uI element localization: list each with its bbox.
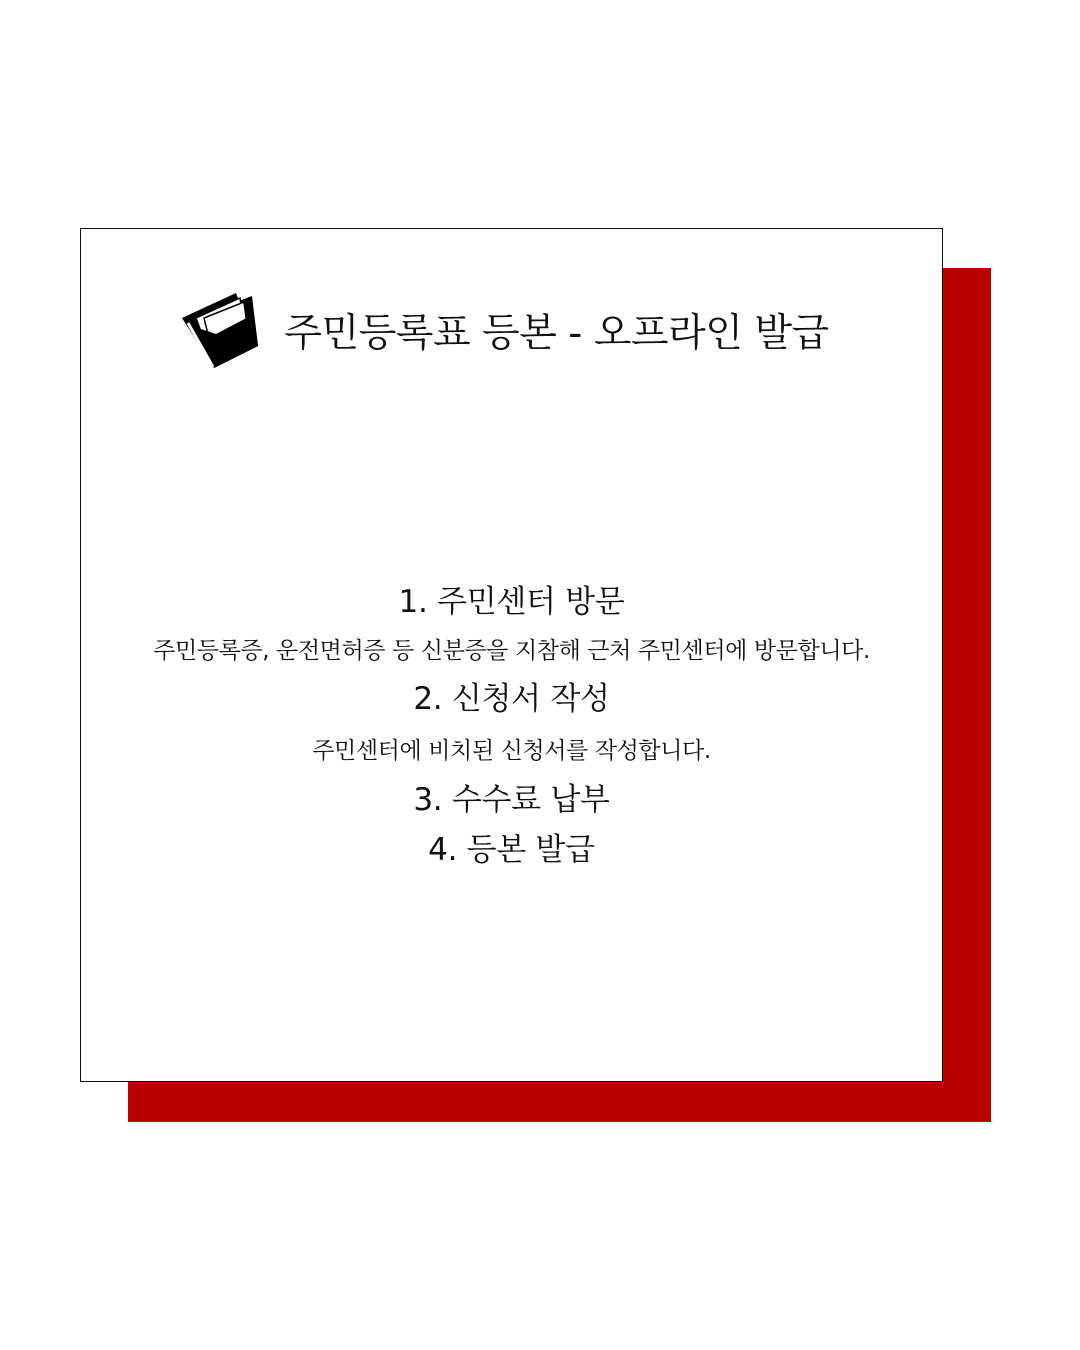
- page-title: 주민등록표 등본 - 오프라인 발급: [284, 311, 829, 356]
- step-1-heading: 1. 주민센터 방문: [398, 584, 625, 620]
- step-list: [81, 574, 942, 870]
- step-2-description: 주민센터에 비치된 신청서를 작성합니다.: [312, 738, 711, 764]
- step-2-heading: 2. 신청서 작성: [413, 681, 610, 717]
- step-1-description: 주민등록증, 운전면허증 등 신분증을 지참해 근처 주민센터에 방문합니다.: [153, 638, 870, 664]
- step-4-heading: 4. 등본 발급: [428, 832, 595, 868]
- card-header: [81, 287, 942, 371]
- step-3-heading: 3. 수수료 납부: [413, 782, 610, 818]
- folder-icon: [180, 288, 262, 370]
- info-card: [80, 228, 943, 1082]
